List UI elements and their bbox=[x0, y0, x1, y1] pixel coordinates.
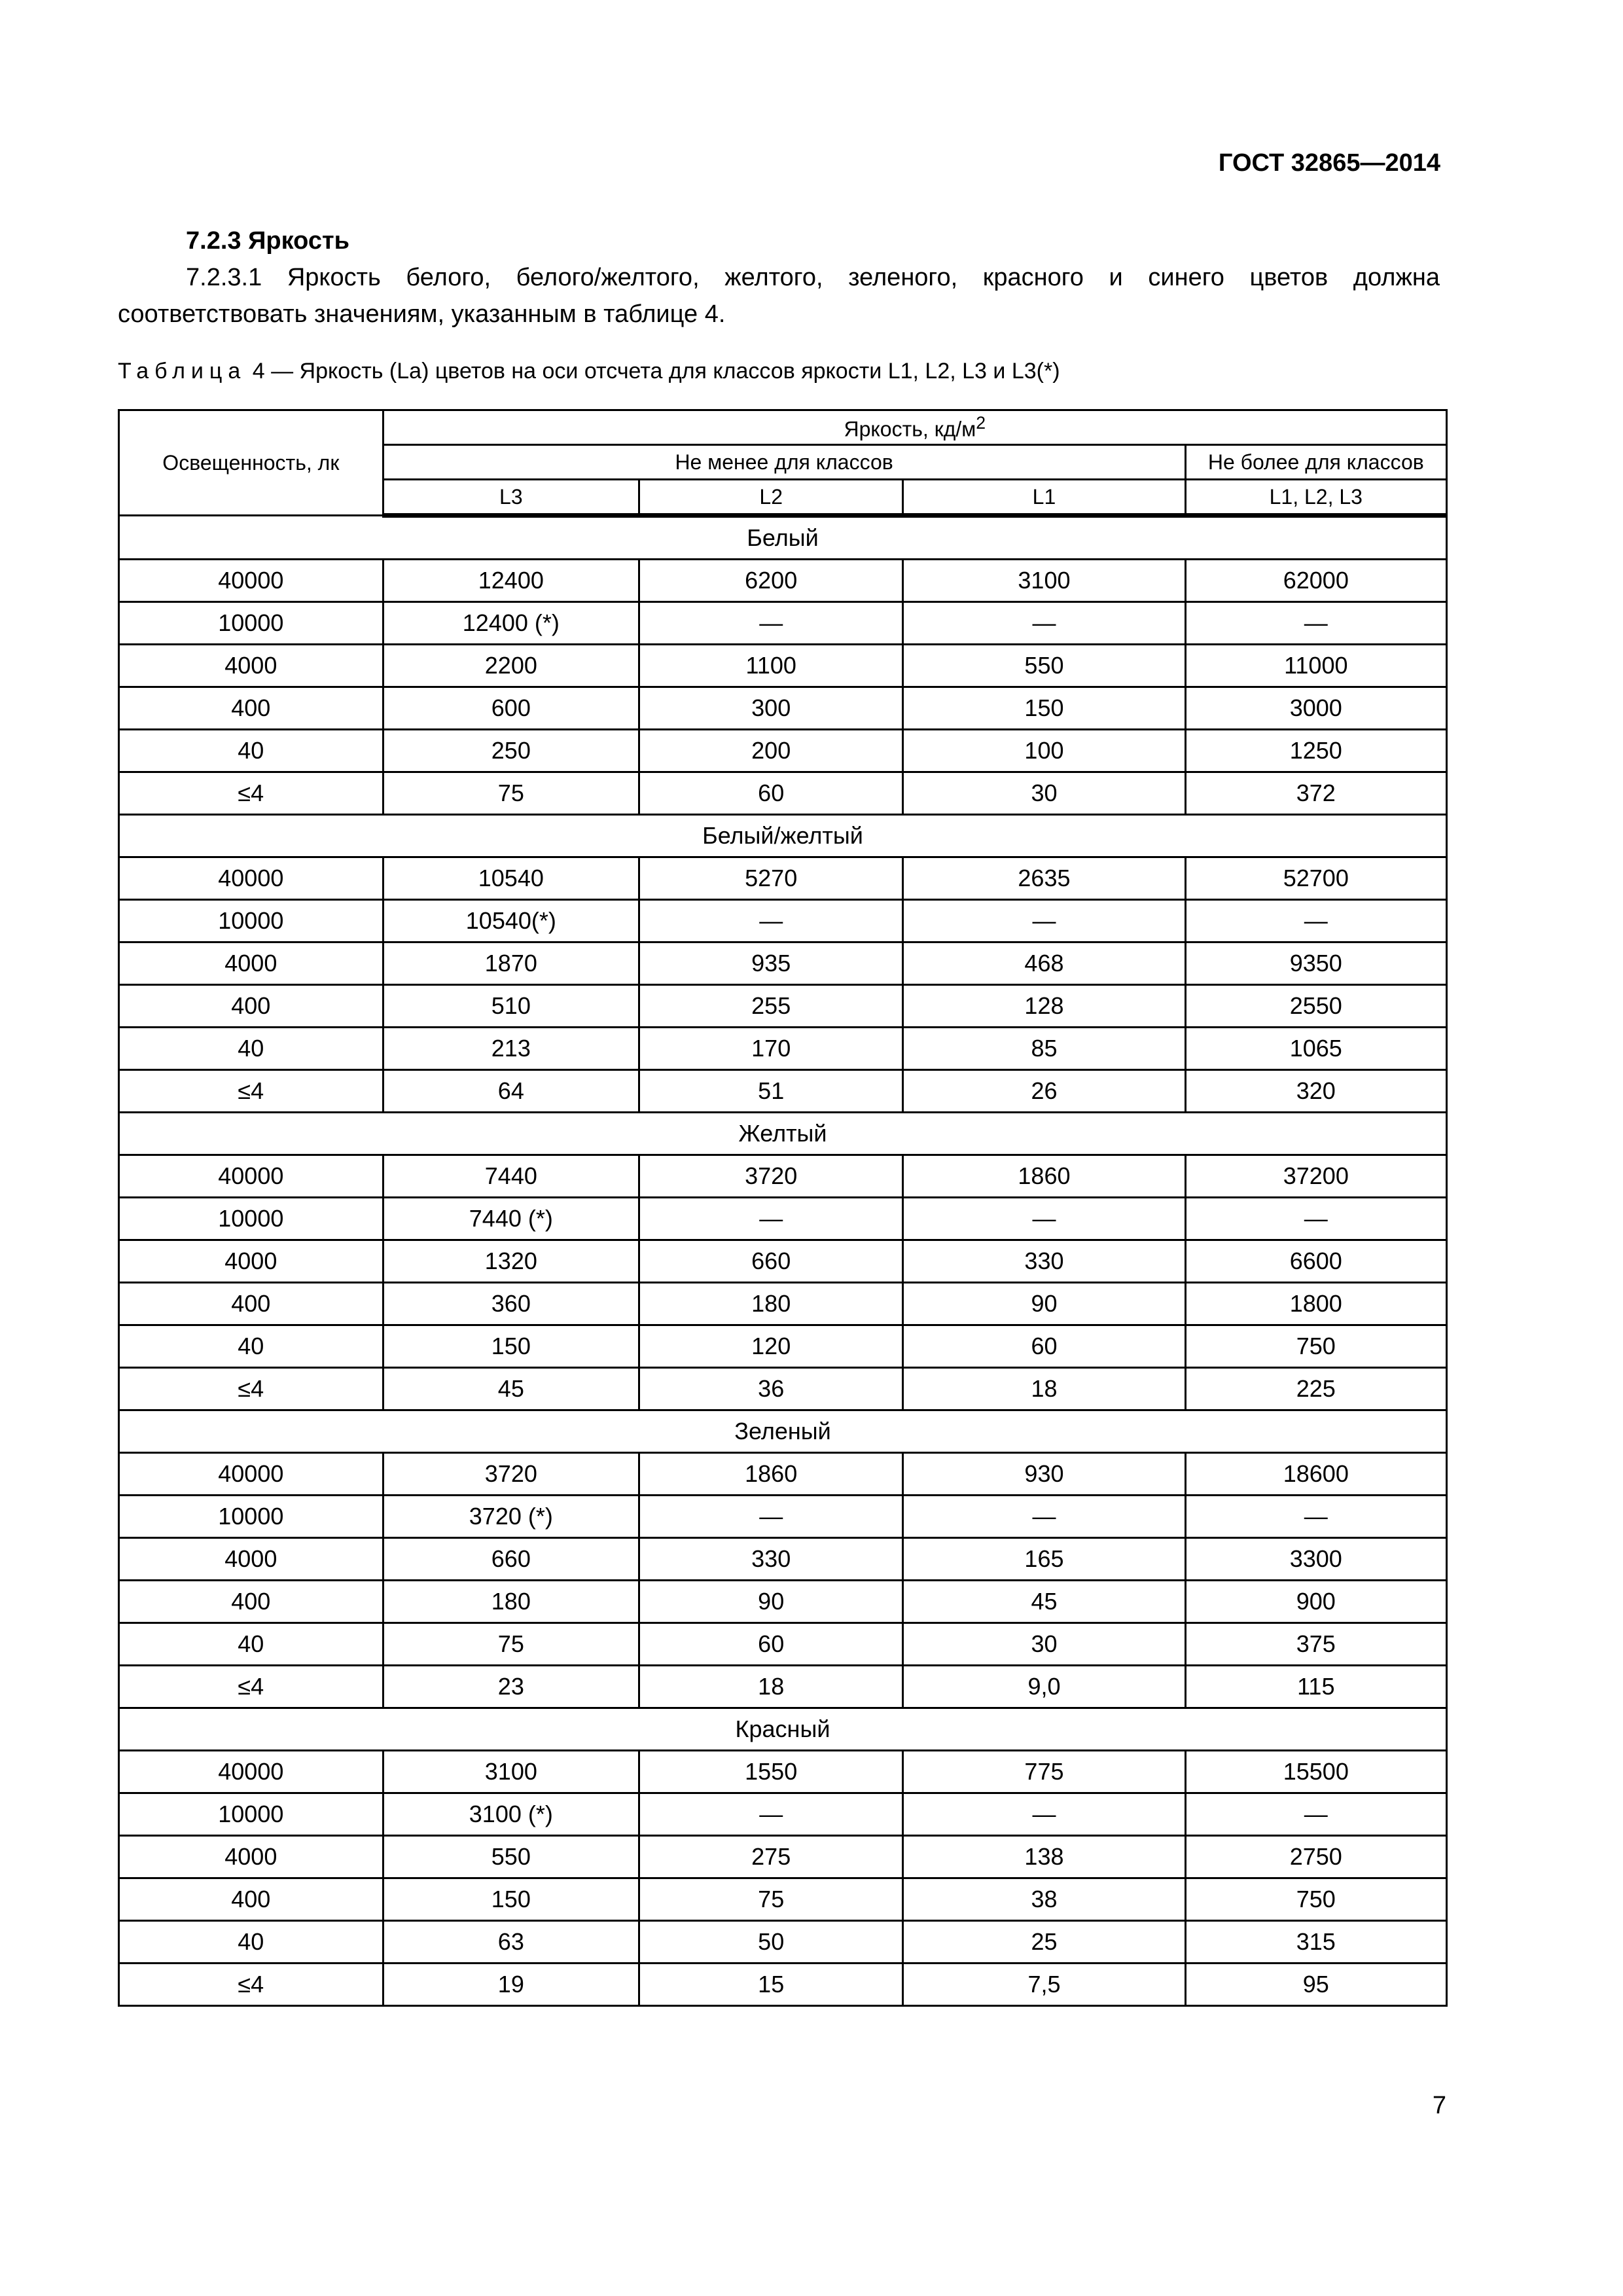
table-cell: 4000 bbox=[119, 1836, 383, 1878]
table-caption-label: Таблица bbox=[118, 359, 247, 384]
table-cell: 85 bbox=[903, 1028, 1185, 1070]
table-row bbox=[119, 687, 1447, 730]
table-row bbox=[119, 1623, 1447, 1666]
table-caption-text: 4 — Яркость (La) цветов на оси отсчета для классов яркости L1, L2, L3 и L3(*) bbox=[246, 359, 1060, 384]
table-cell: 255 bbox=[639, 985, 903, 1028]
table-cell: 11000 bbox=[1185, 645, 1446, 687]
table-cell: 63 bbox=[383, 1921, 639, 1964]
table-cell: 100 bbox=[903, 730, 1185, 772]
page-number: 7 bbox=[1432, 2092, 1446, 2119]
table-cell: 40000 bbox=[119, 857, 383, 900]
table-cell: — bbox=[639, 602, 903, 645]
table-cell: 10540 bbox=[383, 857, 639, 900]
table-cell: 6600 bbox=[1185, 1240, 1446, 1283]
table-cell: 7440 bbox=[383, 1155, 639, 1198]
table-cell: 18 bbox=[639, 1666, 903, 1708]
table-cell: 250 bbox=[383, 730, 639, 772]
table-cell: 1800 bbox=[1185, 1283, 1446, 1325]
table-cell: 128 bbox=[903, 985, 1185, 1028]
table-cell: 60 bbox=[639, 1623, 903, 1666]
table-cell: 300 bbox=[639, 687, 903, 730]
table-row bbox=[119, 1751, 1447, 1793]
table-cell: 1250 bbox=[1185, 730, 1446, 772]
table-cell: 400 bbox=[119, 985, 383, 1028]
table-cell: 52700 bbox=[1185, 857, 1446, 900]
table-cell: 10000 bbox=[119, 1793, 383, 1836]
table-cell: 1320 bbox=[383, 1240, 639, 1283]
header-luminance: Яркость, $кд/м^2$ bbox=[383, 410, 1446, 445]
table-cell: 180 bbox=[639, 1283, 903, 1325]
table-cell: — bbox=[639, 1793, 903, 1836]
table-cell: 2200 bbox=[383, 645, 639, 687]
table-cell: 3100 bbox=[903, 560, 1185, 602]
table-cell: 36 bbox=[639, 1368, 903, 1410]
table-cell: 18600 bbox=[1185, 1453, 1446, 1496]
section-paragraph: 7.2.3.1 Яркость белого, белого/желтого, желтого, зеленого, красного и синего цветов должна соответствовать значениям, указанным в таблице 4. bbox=[118, 264, 1440, 328]
table-row bbox=[119, 1325, 1447, 1368]
table-cell: 60 bbox=[903, 1325, 1185, 1368]
table-cell: 30 bbox=[903, 1623, 1185, 1666]
table-cell: 3100 (*) bbox=[383, 1793, 639, 1836]
table-cell: 600 bbox=[383, 687, 639, 730]
table-row bbox=[119, 1496, 1447, 1538]
table-cell: 150 bbox=[383, 1878, 639, 1921]
table-cell: 170 bbox=[639, 1028, 903, 1070]
table-cell: 9350 bbox=[1185, 942, 1446, 985]
table-cell: 372 bbox=[1185, 772, 1446, 815]
table-cell: ≤4 bbox=[119, 1964, 383, 2006]
table-cell: 10000 bbox=[119, 900, 383, 942]
table-row bbox=[119, 1538, 1447, 1581]
table-cell: 3720 bbox=[639, 1155, 903, 1198]
table-cell: 3000 bbox=[1185, 687, 1446, 730]
table-cell: 75 bbox=[639, 1878, 903, 1921]
table-cell: 2550 bbox=[1185, 985, 1446, 1028]
table-cell: 180 bbox=[383, 1581, 639, 1623]
table-cell: 90 bbox=[903, 1283, 1185, 1325]
color-group-label: Белый/желтый bbox=[119, 815, 1447, 857]
color-group-row bbox=[119, 516, 1447, 560]
table-cell: 275 bbox=[639, 1836, 903, 1878]
color-group-row bbox=[119, 1708, 1447, 1751]
table-cell: — bbox=[1185, 1793, 1446, 1836]
color-group-label: Красный bbox=[119, 1708, 1447, 1751]
table-row bbox=[119, 1581, 1447, 1623]
table-caption bbox=[118, 359, 1060, 384]
table-cell: 400 bbox=[119, 1283, 383, 1325]
table-cell: — bbox=[639, 1496, 903, 1538]
table-row bbox=[119, 1836, 1447, 1878]
table-cell: 550 bbox=[383, 1836, 639, 1878]
table-cell: 1860 bbox=[903, 1155, 1185, 1198]
table-cell: 1860 bbox=[639, 1453, 903, 1496]
table-row bbox=[119, 602, 1447, 645]
table-cell: — bbox=[639, 900, 903, 942]
table-cell: 1100 bbox=[639, 645, 903, 687]
table-cell: 750 bbox=[1185, 1325, 1446, 1368]
header-class-l3: L3 bbox=[383, 480, 639, 516]
table-cell: 400 bbox=[119, 1878, 383, 1921]
table-cell: 165 bbox=[903, 1538, 1185, 1581]
table-cell: 25 bbox=[903, 1921, 1185, 1964]
table-cell: 138 bbox=[903, 1836, 1185, 1878]
header-class-l1: L1 bbox=[903, 480, 1185, 516]
table-row bbox=[119, 1666, 1447, 1708]
table-cell: — bbox=[1185, 900, 1446, 942]
table-cell: 225 bbox=[1185, 1368, 1446, 1410]
header-illuminance: Освещенность, лк bbox=[119, 410, 383, 516]
table-cell: ≤4 bbox=[119, 1368, 383, 1410]
table-cell: 19 bbox=[383, 1964, 639, 2006]
table-cell: 4000 bbox=[119, 1538, 383, 1581]
table-cell: 40 bbox=[119, 1028, 383, 1070]
table-cell: 120 bbox=[639, 1325, 903, 1368]
table-cell: — bbox=[903, 602, 1185, 645]
table-cell: 10000 bbox=[119, 602, 383, 645]
table-row bbox=[119, 730, 1447, 772]
table-cell: 5270 bbox=[639, 857, 903, 900]
table-cell: 64 bbox=[383, 1070, 639, 1113]
table-cell: — bbox=[903, 1793, 1185, 1836]
table-row bbox=[119, 1198, 1447, 1240]
table-cell: 900 bbox=[1185, 1581, 1446, 1623]
table-cell: — bbox=[903, 900, 1185, 942]
table-cell: 7440 (*) bbox=[383, 1198, 639, 1240]
table-cell: 37200 bbox=[1185, 1155, 1446, 1198]
table-cell: 115 bbox=[1185, 1666, 1446, 1708]
table-cell: 1870 bbox=[383, 942, 639, 985]
table-cell: 45 bbox=[903, 1581, 1185, 1623]
table-cell: 40 bbox=[119, 730, 383, 772]
table-cell: 4000 bbox=[119, 1240, 383, 1283]
table-cell: 6200 bbox=[639, 560, 903, 602]
table-cell: 62000 bbox=[1185, 560, 1446, 602]
table-row bbox=[119, 1921, 1447, 1964]
table-cell: 3720 (*) bbox=[383, 1496, 639, 1538]
table-cell: 10000 bbox=[119, 1198, 383, 1240]
table-row bbox=[119, 645, 1447, 687]
table-cell: 775 bbox=[903, 1751, 1185, 1793]
table-row bbox=[119, 1028, 1447, 1070]
table-cell: — bbox=[903, 1496, 1185, 1538]
table-row bbox=[119, 1964, 1447, 2006]
table-cell: 330 bbox=[639, 1538, 903, 1581]
table-row bbox=[119, 1453, 1447, 1496]
table-cell: 200 bbox=[639, 730, 903, 772]
table-cell: 4000 bbox=[119, 942, 383, 985]
section-heading: 7.2.3 Яркость bbox=[186, 227, 349, 255]
table-cell: 3100 bbox=[383, 1751, 639, 1793]
table-cell: 375 bbox=[1185, 1623, 1446, 1666]
table-cell: 12400 (*) bbox=[383, 602, 639, 645]
table-cell: 750 bbox=[1185, 1878, 1446, 1921]
table-cell: 40 bbox=[119, 1921, 383, 1964]
color-group-label: Зеленый bbox=[119, 1410, 1447, 1453]
table-row bbox=[119, 1368, 1447, 1410]
table-cell: 75 bbox=[383, 1623, 639, 1666]
table-cell: ≤4 bbox=[119, 772, 383, 815]
table-body bbox=[119, 516, 1447, 2006]
table-cell: 7,5 bbox=[903, 1964, 1185, 2006]
table-cell: 213 bbox=[383, 1028, 639, 1070]
table-cell: 360 bbox=[383, 1283, 639, 1325]
table-cell: 23 bbox=[383, 1666, 639, 1708]
table-row bbox=[119, 1070, 1447, 1113]
table-cell: 26 bbox=[903, 1070, 1185, 1113]
table-row bbox=[119, 1155, 1447, 1198]
table-cell: 18 bbox=[903, 1368, 1185, 1410]
table-cell: 45 bbox=[383, 1368, 639, 1410]
table-row bbox=[119, 1793, 1447, 1836]
table-cell: 9,0 bbox=[903, 1666, 1185, 1708]
table-cell: 1065 bbox=[1185, 1028, 1446, 1070]
table-cell: 15 bbox=[639, 1964, 903, 2006]
table-row bbox=[119, 1240, 1447, 1283]
table-cell: 51 bbox=[639, 1070, 903, 1113]
table-row bbox=[119, 1878, 1447, 1921]
table-cell: — bbox=[639, 1198, 903, 1240]
table-cell: 468 bbox=[903, 942, 1185, 985]
table-cell: 150 bbox=[383, 1325, 639, 1368]
table-cell: 935 bbox=[639, 942, 903, 985]
table-row bbox=[119, 942, 1447, 985]
color-group-row bbox=[119, 1113, 1447, 1155]
table-cell: 550 bbox=[903, 645, 1185, 687]
table-cell: 38 bbox=[903, 1878, 1185, 1921]
color-group-label: Белый bbox=[119, 516, 1447, 560]
table-cell: 40 bbox=[119, 1623, 383, 1666]
table-cell: ≤4 bbox=[119, 1666, 383, 1708]
table-cell: 15500 bbox=[1185, 1751, 1446, 1793]
table-row bbox=[119, 772, 1447, 815]
table-cell: 3720 bbox=[383, 1453, 639, 1496]
table-cell: 95 bbox=[1185, 1964, 1446, 2006]
table-cell: 930 bbox=[903, 1453, 1185, 1496]
table-cell: 150 bbox=[903, 687, 1185, 730]
table-cell: 12400 bbox=[383, 560, 639, 602]
table-row bbox=[119, 900, 1447, 942]
table-row bbox=[119, 985, 1447, 1028]
table-cell: 75 bbox=[383, 772, 639, 815]
table-cell: 3300 bbox=[1185, 1538, 1446, 1581]
table-cell: — bbox=[1185, 602, 1446, 645]
color-group-label: Желтый bbox=[119, 1113, 1447, 1155]
table-cell: 4000 bbox=[119, 645, 383, 687]
table-cell: 660 bbox=[639, 1240, 903, 1283]
table-cell: 60 bbox=[639, 772, 903, 815]
table-cell: — bbox=[1185, 1496, 1446, 1538]
table-cell: 90 bbox=[639, 1581, 903, 1623]
luminance-table bbox=[118, 409, 1448, 2007]
document-code: ГОСТ 32865—2014 bbox=[1218, 149, 1440, 177]
table-row bbox=[119, 857, 1447, 900]
table-cell: 320 bbox=[1185, 1070, 1446, 1113]
table-cell: 40 bbox=[119, 1325, 383, 1368]
table-cell: 40000 bbox=[119, 560, 383, 602]
table-cell: 2635 bbox=[903, 857, 1185, 900]
table-cell: 40000 bbox=[119, 1453, 383, 1496]
table-cell: 315 bbox=[1185, 1921, 1446, 1964]
table-cell: — bbox=[1185, 1198, 1446, 1240]
table-cell: 30 bbox=[903, 772, 1185, 815]
table-cell: ≤4 bbox=[119, 1070, 383, 1113]
header-max-group: Не более для классов bbox=[1185, 445, 1446, 480]
table-cell: 10540(*) bbox=[383, 900, 639, 942]
table-cell: 40000 bbox=[119, 1751, 383, 1793]
table-row bbox=[119, 1283, 1447, 1325]
color-group-row bbox=[119, 815, 1447, 857]
table-cell: 510 bbox=[383, 985, 639, 1028]
table-cell: 1550 bbox=[639, 1751, 903, 1793]
table-cell: 40000 bbox=[119, 1155, 383, 1198]
table-cell: 400 bbox=[119, 687, 383, 730]
table-cell: 2750 bbox=[1185, 1836, 1446, 1878]
table-cell: 50 bbox=[639, 1921, 903, 1964]
table-cell: 10000 bbox=[119, 1496, 383, 1538]
color-group-row bbox=[119, 1410, 1447, 1453]
section-7-2-3 bbox=[118, 223, 1440, 332]
table-header bbox=[119, 410, 1447, 516]
table-cell: 400 bbox=[119, 1581, 383, 1623]
table-cell: 330 bbox=[903, 1240, 1185, 1283]
table-cell: 660 bbox=[383, 1538, 639, 1581]
table-row bbox=[119, 560, 1447, 602]
header-min-group: Не менее для классов bbox=[383, 445, 1185, 480]
header-class-l2: L2 bbox=[639, 480, 903, 516]
table-cell: — bbox=[903, 1198, 1185, 1240]
header-class-all: L1, L2, L3 bbox=[1185, 480, 1446, 516]
